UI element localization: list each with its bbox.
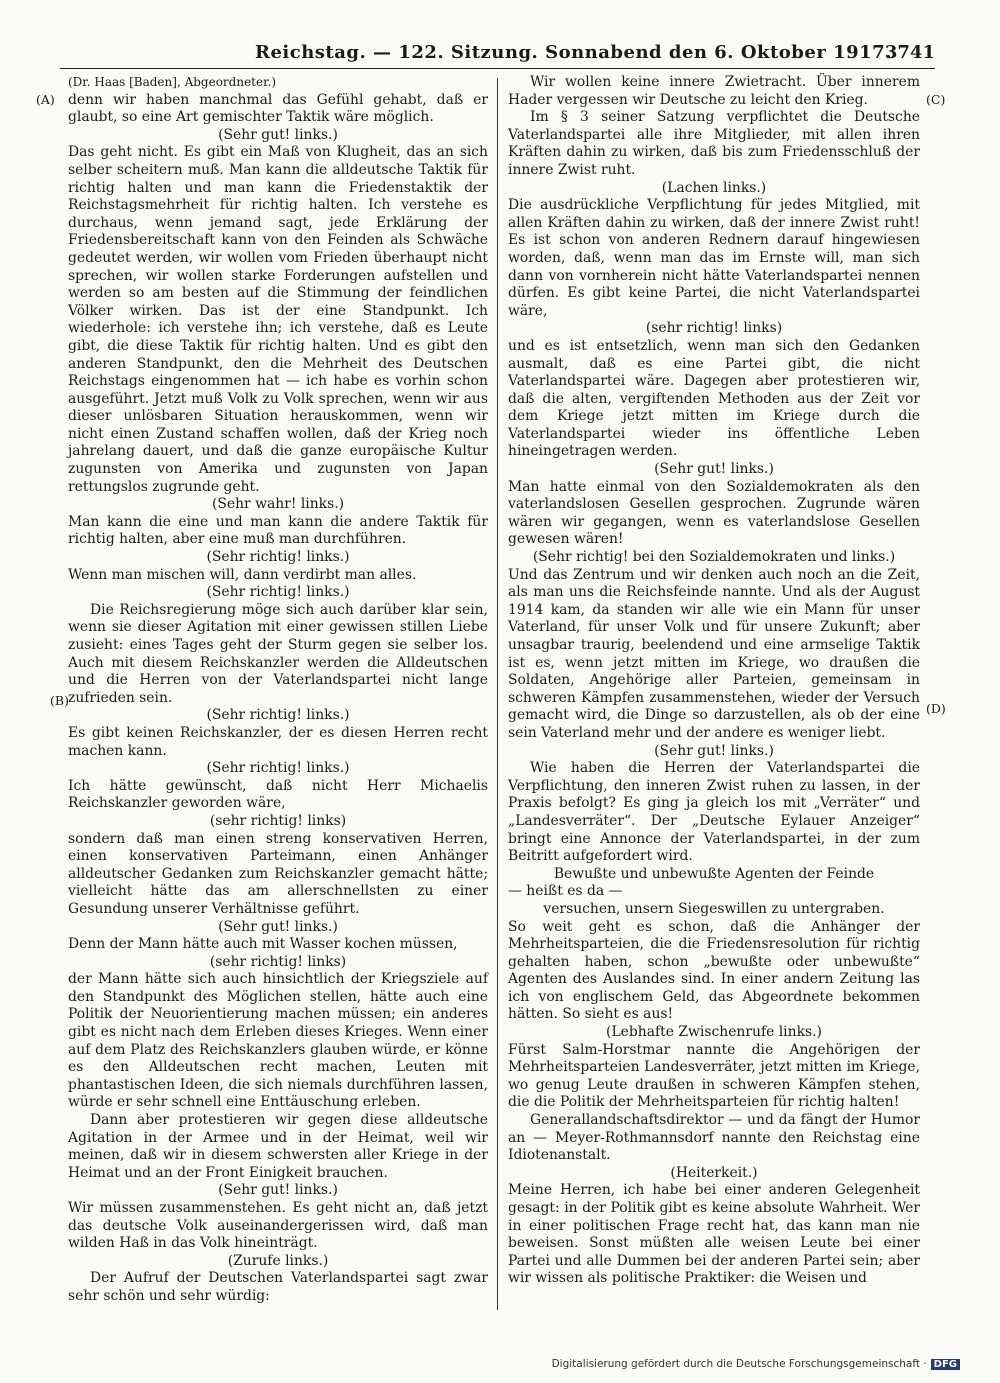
paragraph: Wie haben die Herren der Vaterlandspartei die Verpflichtung, den inneren Zwist ruhen zu lassen, in der Praxis befolgt? Es ging ja gleich los mit „Verräter“ und „Landesverräter“. Der „Deutsche Eylauer Anzeiger“ bringt eine Annonce der Vaterlandspartei, in der zum Beitritt aufgefordert wird. xyxy=(508,760,920,865)
interjection: (Sehr richtig! links.) xyxy=(206,707,350,724)
interjection: (Sehr gut! links.) xyxy=(218,1182,338,1199)
paragraph: Der Aufruf der Deutschen Vaterlandspartei sagt zwar sehr schön und sehr würdig: xyxy=(68,1270,488,1304)
interjection: (Lebhafte Zwischenrufe links.) xyxy=(606,1024,822,1041)
paragraph: Das geht nicht. Es gibt ein Maß von Klugheit, das an sich selber scheitern muß. Man kann die alldeutsche Taktik für richtig halten und man kann die Friedenstaktik der Reichstagsmehrheit für richtig halten. Ich verstehe es durchaus, wenn jemand sagt, jede Erklärung der Friedensbereitschaft kann von den Feinden als Schwäche gedeutet werden, wir wollen vom Frieden überhaupt nicht sprechen, wir wollen starke Forderungen aufstellen und werden so am besten auf die Stimmung der feindlichen Völker wirken. Das ist der eine Standpunkt. Ich wiederhole: ich verstehe ihn; ich verstehe, daß es Leute gibt, die diese Taktik für richtig halten. Und es gibt den anderen Standpunkt, den die Mehrheit des Deutschen Reichstags eingenommen hat — ich habe es vorhin schon ausgeführt. Jetzt muß Volk zu Volk sprechen, wenn wir aus dieser unlösbaren Situation herauskommen, wenn wir nicht einen Zustand schaffen wollen, daß der Krieg noch jahrelang dauert, und daß die ganze europäische Kultur zugunsten von Amerika und zugunsten von Japan rettungslos zugrunde geht. xyxy=(68,144,488,495)
speaker-label: (Dr. Haas [Baden], Abgeordneter.) xyxy=(68,75,277,89)
paragraph: Die Reichsregierung möge sich auch darüber klar sein, wenn sie dieser Agitation mit einer gewissen stillen Liebe zusieht: eines Tages geht der Sturm gegen sie selber los. Auch mit diesem Reichskanzler werden die Alldeutschen und die Herren von der Vaterlandspartei nicht lange zufrieden sein. xyxy=(68,601,488,706)
paragraph: Wir müssen zusammenstehen. Es geht nicht an, daß jetzt das deutsche Volk auseinandergerissen wird, daß man wilden Haß in das Volk hineinträgt. xyxy=(68,1200,488,1252)
paragraph: Die ausdrückliche Verpflichtung für jedes Mitglied, mit allen Kräften dahin zu wirken, daß der innere Zwist ruht! Es ist schon von anderen Rednern darauf hingewiesen worden, daß, wenn man das im Ernste will, man sich dann von vornherein nicht hätte Vaterlandspartei nennen dürfen. Es gibt keine Partei, die nicht Vaterlandspartei wäre, xyxy=(508,197,920,319)
margin-marker-b: (B) xyxy=(50,693,69,708)
paragraph: Im § 3 seiner Satzung verpflichtet die Deutsche Vaterlandspartei alle ihre Mitglieder, mit allen ihren Kräften dahin zu wirken, daß bis zum Friedensschluß der innere Zwist ruht. xyxy=(508,109,920,178)
paragraph: denn wir haben manchmal das Gefühl gehabt, daß er glaubt, so eine Art gemischter Taktik wäre möglich. xyxy=(68,91,488,126)
paragraph: Es gibt keinen Reichskanzler, der es diesen Herren recht machen kann. xyxy=(68,724,488,759)
interjection: (Sehr gut! links.) xyxy=(218,918,338,935)
paragraph: So weit geht es schon, daß die Anhänger der Mehrheitsparteien, die die Friedensresolution für richtig gehalten haben, schon „bewußte oder unbewußte“ Agenten des Auslandes sind. In einer andern Zeitung las ich von englischem Geld, das Abgeordnete bekommen hätten. So sieht es aus! xyxy=(508,918,920,1023)
paragraph: Ich hätte gewünscht, daß nicht Herr Michaelis Reichskanzler geworden wäre, xyxy=(68,777,488,812)
running-title: Reichstag. — 122. Sitzung. Sonnabend den 6. Oktober 1917. xyxy=(255,42,892,63)
paragraph: Und das Zentrum und wir denken auch noch an die Zeit, als man uns die Reichsfeinde nannte. Und als der August 1914 kam, da standen wir alle wie ein Mann für unser Vaterland, für unser Volk und für unsere Zukunft; aber unsagbar traurig, beelendend und eine armselige Taktik ist es, wenn jetzt mitten im Kriege, wo draußen die Soldaten, Angehörige aller Parteien, gemeinsam in schweren Kämpfen zusammenstehen, wieder der Versuch gemacht wird, die Dinge so darzustellen, als ob der eine sein Vaterland mehr und der andere es weniger liebt. xyxy=(508,566,920,741)
interjection: (Sehr richtig! bei den Sozialdemokraten und links.) xyxy=(532,549,896,566)
interjection: (Sehr gut! links.) xyxy=(218,126,338,143)
paragraph: Wenn man mischen will, dann verdirbt man alles. xyxy=(68,566,417,583)
interjection: (Sehr gut! links.) xyxy=(654,742,774,759)
column-divider xyxy=(497,78,498,1310)
footer-text: Digitalisierung gefördert durch die Deutsche Forschungsgemeinschaft · xyxy=(551,1358,927,1370)
header-rule xyxy=(60,68,935,69)
interjection: (Sehr wahr! links.) xyxy=(211,496,345,513)
page-number: 3741 xyxy=(884,42,935,63)
interjection: (Sehr gut! links.) xyxy=(654,461,774,478)
paragraph: Generallandschaftsdirektor — und da fängt der Humor an — Meyer-Rothmannsdorf nannte den Reichstag eine Idiotenanstalt. xyxy=(508,1112,920,1164)
interjection: (Lachen links.) xyxy=(661,179,767,196)
interjection: (Zurufe links.) xyxy=(227,1252,329,1269)
page-header xyxy=(60,42,935,68)
paragraph: der Mann hätte sich auch hinsichtlich der Kriegsziele auf den Standpunkt des Möglichen stellen, hätte auch eine Politik der Neuorientierung machen müssen; ein anderes gibt es nicht nach dem Erleben dieses Krieges. Wenn einer auf dem Platz des Reichskanzlers glauben würde, er könne es den Alldeutschen recht machen, Leuten mit phantastischen Ideen, die sich niemals durchführen lassen, würde er sehr schnell eine Enttäuschung erleben. xyxy=(68,971,488,1111)
interjection: (Sehr richtig! links.) xyxy=(206,760,350,777)
paragraph: Fürst Salm-Horstmar nannte die Angehörigen der Mehrheitsparteien Landesverräter, jetzt mitten im Kriege, wo genug Leute draußen in schweren Kämpfen stehen, die die Politik der Mehrheitsparteien für richtig halten! xyxy=(508,1041,920,1111)
margin-marker-a: (A) xyxy=(36,92,55,107)
paragraph: Wir wollen keine innere Zwietracht. Über innerem Hader vergessen wir Deutsche zu leicht den Krieg. xyxy=(508,74,920,108)
interjection: (sehr richtig! links) xyxy=(645,320,783,337)
interjection: versuchen, unsern Siegeswillen zu untergraben. xyxy=(543,900,885,917)
margin-marker-c: (C) xyxy=(926,92,946,107)
interjection: Bewußte und unbewußte Agenten der Feinde xyxy=(553,865,875,882)
dfg-logo: DFG xyxy=(931,1359,960,1370)
margin-marker-d: (D) xyxy=(926,701,946,716)
interjection: (Sehr richtig! links.) xyxy=(206,549,350,566)
paragraph: Denn der Mann hätte auch mit Wasser kochen müssen, xyxy=(68,936,458,953)
paragraph: und es ist entsetzlich, wenn man sich den Gedanken ausmalt, daß es eine Partei gibt, die nicht Vaterlandspartei wäre. Dagegen aber protestieren wir, daß die alten, vergiftenden Methoden aus der Zeit vor dem Kriege jetzt mitten im Kriege durch die Vaterlandspartei wieder ins öffentliche Leben hineingetragen werden. xyxy=(508,337,920,460)
left-column xyxy=(68,74,488,1306)
interjection: (Sehr richtig! links.) xyxy=(206,584,350,601)
paragraph: Man kann die eine und man kann die andere Taktik für richtig halten, aber eine muß man durchführen. xyxy=(68,513,488,548)
interjection: (sehr richtig! links) xyxy=(209,812,347,829)
footer-credit xyxy=(552,1358,960,1370)
interjection: (Heiterkeit.) xyxy=(670,1164,758,1181)
interjection: (sehr richtig! links) xyxy=(209,953,347,970)
paragraph: — heißt es da — xyxy=(508,883,623,900)
paragraph: Meine Herren, ich habe bei einer anderen Gelegenheit gesagt: in der Politik gibt es keine absolute Wahrheit. Wer in einer politischen Frage recht hat, das kann man nie beweisen. Sonst müßten alle weisen Leute bei einer Partei und alle Dummen bei der anderen Partei sein; aber wir wissen als politische Praktiker: die Weisen und xyxy=(508,1182,920,1287)
paragraph: Dann aber protestieren wir gegen diese alldeutsche Agitation in der Armee und in der Heimat, weil wir meinen, daß wir in diesem schwersten aller Kriege in der Heimat und an der Front Einigkeit brauchen. xyxy=(68,1112,488,1181)
paragraph: Man hatte einmal von den Sozialdemokraten als den vaterlandslosen Gesellen gesprochen. Zugrunde wären wären wir gegangen, wenn es vaterlandslose Gesellen gewesen wären! xyxy=(508,478,920,548)
right-column xyxy=(508,74,920,1288)
paragraph: sondern daß man einen streng konservativen Herren, einen konservativen Parteimann, einen Anhänger alldeutscher Gedanken zum Reichskanzler gemacht hätte; vielleicht hätte das am allerschnellsten zu einer Gesundung unserer Verhältnisse geführt. xyxy=(68,830,488,917)
